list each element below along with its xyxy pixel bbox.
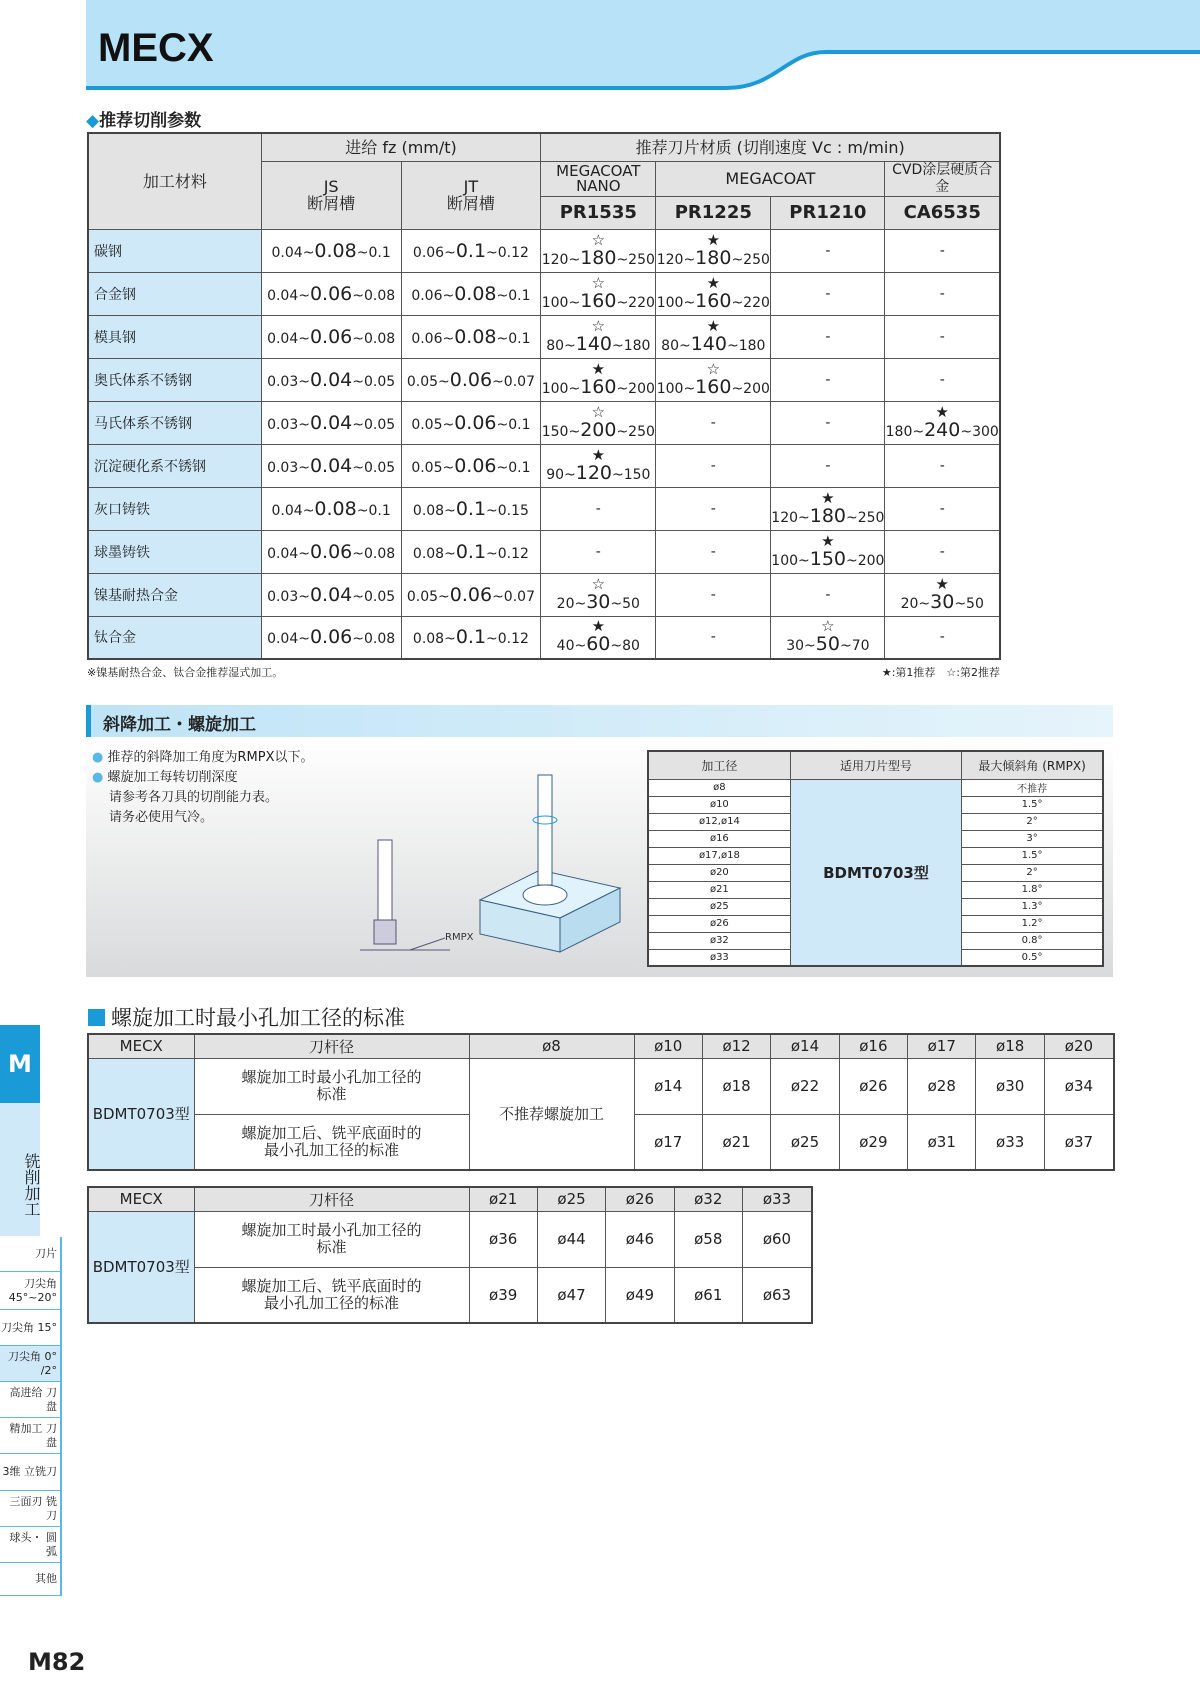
feed-jt: 0.06~0.08~0.1 xyxy=(401,272,541,315)
feed-jt: 0.05~0.06~0.07 xyxy=(401,358,541,401)
min-hole-table-2 xyxy=(87,1186,813,1324)
feed-js: 0.04~0.06~0.08 xyxy=(261,530,401,573)
max-ramp-angle: 不推荐 xyxy=(962,779,1103,796)
cutting-speed-cell: - xyxy=(656,444,771,487)
header-shank: 刀杆径 xyxy=(194,1187,469,1211)
page-title: MECX xyxy=(98,26,214,70)
star-filled-icon: ★ xyxy=(935,574,949,593)
cutting-speed-cell: ★ 100~160~220 xyxy=(656,272,771,315)
min-hole-diameter: ø17 xyxy=(634,1114,702,1170)
star-filled-icon: ★ xyxy=(706,230,721,249)
table-row xyxy=(88,573,1000,616)
star-filled-icon: ★ xyxy=(821,531,835,550)
star-filled-icon: ★ xyxy=(591,445,606,464)
header-mecx: MECX xyxy=(88,1187,194,1211)
star-filled-icon: ★ xyxy=(706,273,721,292)
max-ramp-angle: 1.5° xyxy=(962,847,1103,864)
header-insert: 适用刀片型号 xyxy=(790,751,961,779)
cutting-speed-cell: - xyxy=(541,530,656,573)
sidebar-item[interactable]: 高进给 刀盘 xyxy=(0,1382,62,1418)
header-cvd: CVD涂层硬质合金 xyxy=(885,161,1000,196)
not-recommended: 不推荐螺旋加工 xyxy=(469,1058,634,1170)
max-ramp-angle: 1.5° xyxy=(962,796,1103,813)
title-banner xyxy=(86,0,1200,92)
ramping-helical-illustration xyxy=(350,770,630,970)
feed-js: 0.04~0.06~0.08 xyxy=(261,272,401,315)
diameter: ø25 xyxy=(648,898,790,915)
cutting-speed-cell: ☆ 100~160~200 xyxy=(656,358,771,401)
cutting-speed-cell: - xyxy=(541,487,656,530)
header-diameter: ø26 xyxy=(606,1187,674,1211)
cutting-speed-cell: - xyxy=(656,401,771,444)
row-label: 螺旋加工时最小孔加工径的标准 xyxy=(194,1211,469,1267)
min-hole-diameter: ø49 xyxy=(606,1267,674,1323)
header-d8: ø8 xyxy=(469,1034,634,1058)
min-hole-diameter: ø34 xyxy=(1044,1058,1114,1114)
header-feed: 进给 fz (mm/t) xyxy=(261,133,541,161)
min-hole-diameter: ø39 xyxy=(469,1267,537,1323)
cutting-speed-cell: ★ 100~160~200 xyxy=(541,358,656,401)
min-hole-table-1 xyxy=(87,1033,1115,1171)
star-outline-icon: ☆ xyxy=(821,617,835,636)
cutting-speed-cell: - xyxy=(885,616,1000,659)
min-hole-diameter: ø61 xyxy=(674,1267,742,1323)
cutting-speed-cell: ☆ 30~50~70 xyxy=(771,616,885,659)
row-label: 螺旋加工后、铣平底面时的最小孔加工径的标准 xyxy=(194,1267,469,1323)
header-rmpx: 最大倾斜角 (RMPX) xyxy=(962,751,1103,779)
header-jt: JT 断屑槽 xyxy=(401,161,541,229)
header-nano: MEGACOAT NANO xyxy=(541,161,656,196)
material-name: 镍基耐热合金 xyxy=(88,573,261,616)
max-ramp-angle: 1.2° xyxy=(962,915,1103,932)
header-mecx: MECX xyxy=(88,1034,194,1058)
insert-model: BDMT0703型 xyxy=(790,779,961,966)
cutting-speed-cell: - xyxy=(771,444,885,487)
header-row xyxy=(88,1187,812,1211)
material-name: 灰口铸铁 xyxy=(88,487,261,530)
row-label: 螺旋加工后、铣平底面时的最小孔加工径的标准 xyxy=(194,1114,469,1170)
feed-js: 0.03~0.04~0.05 xyxy=(261,573,401,616)
star-filled-icon: ★ xyxy=(935,402,949,421)
cutting-speed-cell: - xyxy=(771,401,885,444)
table-row xyxy=(88,1267,812,1323)
table-row xyxy=(88,229,1000,272)
cutting-speed-cell: - xyxy=(771,573,885,616)
min-hole-diameter: ø60 xyxy=(742,1211,812,1267)
sidebar-item[interactable]: 刀片 xyxy=(0,1237,62,1272)
min-hole-diameter: ø33 xyxy=(976,1114,1044,1170)
header-diameter: ø18 xyxy=(976,1034,1044,1058)
min-hole-diameter: ø28 xyxy=(908,1058,976,1114)
feed-jt: 0.06~0.1~0.12 xyxy=(401,229,541,272)
diameter: ø20 xyxy=(648,864,790,881)
star-outline-icon: ☆ xyxy=(591,273,606,292)
feed-jt: 0.08~0.1~0.12 xyxy=(401,616,541,659)
diameter: ø33 xyxy=(648,949,790,966)
feed-js: 0.03~0.04~0.05 xyxy=(261,444,401,487)
star-filled-icon: ★ xyxy=(591,617,606,636)
min-hole-diameter: ø30 xyxy=(976,1058,1044,1114)
header-grade: 推荐刀片材质 (切削速度 Vc : m/min) xyxy=(541,133,1000,161)
star-outline-icon: ☆ xyxy=(591,316,606,335)
max-ramp-angle: 3° xyxy=(962,830,1103,847)
cutting-speed-cell: ★ 100~150~200 xyxy=(771,530,885,573)
cutting-speed-cell: - xyxy=(885,229,1000,272)
star-filled-icon: ★ xyxy=(706,316,721,335)
cutting-speed-cell: - xyxy=(885,444,1000,487)
diameter: ø26 xyxy=(648,915,790,932)
header-diameter: ø17 xyxy=(908,1034,976,1058)
diameter: ø12,ø14 xyxy=(648,813,790,830)
cutting-params-table xyxy=(87,132,1001,660)
cutting-speed-cell: - xyxy=(771,272,885,315)
min-hole-diameter: ø31 xyxy=(908,1114,976,1170)
header-pr1535: PR1535 xyxy=(541,196,656,229)
header-js: JS 断屑槽 xyxy=(261,161,401,229)
min-hole-diameter: ø29 xyxy=(839,1114,907,1170)
sidebar-item[interactable]: 3维 立铣刀 xyxy=(0,1454,62,1491)
feed-js: 0.04~0.06~0.08 xyxy=(261,315,401,358)
header-diameter: ø20 xyxy=(1044,1034,1114,1058)
feed-js: 0.04~0.06~0.08 xyxy=(261,616,401,659)
cutting-speed-cell: - xyxy=(771,358,885,401)
material-name: 碳钢 xyxy=(88,229,261,272)
square-icon xyxy=(88,1009,105,1026)
header-material: 加工材料 xyxy=(88,133,261,229)
star-outline-icon: ☆ xyxy=(591,402,606,421)
material-name: 沉淀硬化系不锈钢 xyxy=(88,444,261,487)
feed-jt: 0.05~0.06~0.1 xyxy=(401,444,541,487)
feed-js: 0.04~0.08~0.1 xyxy=(261,229,401,272)
cutting-speed-cell: ★ 80~140~180 xyxy=(656,315,771,358)
header-diameter: ø14 xyxy=(771,1034,839,1058)
cutting-speed-cell: ★ 20~30~50 xyxy=(885,573,1000,616)
min-hole-diameter: ø46 xyxy=(606,1211,674,1267)
cutting-speed-cell: ☆ 120~180~250 xyxy=(541,229,656,272)
cutting-speed-cell: - xyxy=(885,487,1000,530)
feed-jt: 0.06~0.08~0.1 xyxy=(401,315,541,358)
min-hole-diameter: ø44 xyxy=(537,1211,605,1267)
sidebar-item[interactable]: 球头・ 圆弧 xyxy=(0,1527,62,1563)
cutting-speed-cell: ★ 120~180~250 xyxy=(656,229,771,272)
max-ramp-angle: 1.3° xyxy=(962,898,1103,915)
sidebar-item[interactable]: 刀尖角 45°~20° xyxy=(0,1272,62,1310)
footnote: ※镍基耐热合金、钛合金推荐湿式加工。 xyxy=(87,666,284,679)
feed-js: 0.03~0.04~0.05 xyxy=(261,358,401,401)
material-name: 马氏体系不锈钢 xyxy=(88,401,261,444)
star-outline-icon: ☆ xyxy=(591,230,606,249)
cutting-speed-cell: ★ 180~240~300 xyxy=(885,401,1000,444)
max-ramp-angle: 2° xyxy=(962,864,1103,881)
table-row xyxy=(88,272,1000,315)
diameter: ø32 xyxy=(648,932,790,949)
header-shank: 刀杆径 xyxy=(194,1034,469,1058)
min-hole-diameter: ø25 xyxy=(771,1114,839,1170)
material-name: 合金钢 xyxy=(88,272,261,315)
cutting-speed-cell: - xyxy=(771,229,885,272)
diameter: ø8 xyxy=(648,779,790,796)
cutting-speed-cell: - xyxy=(656,616,771,659)
cutting-speed-cell: ☆ 150~200~250 xyxy=(541,401,656,444)
table-row xyxy=(88,315,1000,358)
section-heading-ramping: 斜降加工・螺旋加工 xyxy=(86,705,1113,737)
cutting-speed-cell: ☆ 100~160~220 xyxy=(541,272,656,315)
table-row xyxy=(88,444,1000,487)
header-diameter: ø32 xyxy=(674,1187,742,1211)
header-row xyxy=(88,1034,1114,1058)
max-ramp-angle: 2° xyxy=(962,813,1103,830)
table-row xyxy=(88,1211,812,1267)
cutting-speed-cell: - xyxy=(656,573,771,616)
insert-model: BDMT0703型 xyxy=(88,1058,194,1170)
feed-js: 0.03~0.04~0.05 xyxy=(261,401,401,444)
feed-jt: 0.05~0.06~0.07 xyxy=(401,573,541,616)
header-pr1210: PR1210 xyxy=(771,196,885,229)
cutting-speed-cell: ★ 40~60~80 xyxy=(541,616,656,659)
min-hole-diameter: ø36 xyxy=(469,1211,537,1267)
sidebar-item[interactable]: 刀尖角 0° /2° xyxy=(0,1346,62,1382)
star-outline-icon: ☆ xyxy=(591,574,606,593)
feed-jt: 0.08~0.1~0.15 xyxy=(401,487,541,530)
cutting-speed-cell: ☆ 20~30~50 xyxy=(541,573,656,616)
star-filled-icon: ★ xyxy=(591,359,606,378)
table-row xyxy=(88,358,1000,401)
row-label: 螺旋加工时最小孔加工径的标准 xyxy=(194,1058,469,1114)
material-name: 球墨铸铁 xyxy=(88,530,261,573)
sidebar-item[interactable]: 三面刃 铣刀 xyxy=(0,1491,62,1527)
table-row xyxy=(88,530,1000,573)
header-diameter: ø12 xyxy=(702,1034,770,1058)
max-ramp-angle: 1.8° xyxy=(962,881,1103,898)
diameter: ø17,ø18 xyxy=(648,847,790,864)
cutting-speed-cell: ★ 90~120~150 xyxy=(541,444,656,487)
sidebar-item[interactable]: 精加工 刀盘 xyxy=(0,1418,62,1454)
header-diameter: ø25 xyxy=(537,1187,605,1211)
page-number: M82 xyxy=(28,1648,86,1676)
min-hole-diameter: ø63 xyxy=(742,1267,812,1323)
diameter: ø16 xyxy=(648,830,790,847)
min-hole-diameter: ø47 xyxy=(537,1267,605,1323)
min-hole-diameter: ø22 xyxy=(771,1058,839,1114)
cutting-speed-cell: - xyxy=(885,530,1000,573)
material-name: 钛合金 xyxy=(88,616,261,659)
sidebar-item[interactable]: 其他 xyxy=(0,1563,62,1596)
feed-jt: 0.05~0.06~0.1 xyxy=(401,401,541,444)
feed-js: 0.04~0.08~0.1 xyxy=(261,487,401,530)
section-heading-min-hole: 螺旋加工时最小孔加工径的标准 xyxy=(88,1002,405,1032)
sidebar-item[interactable]: 刀尖角 15° xyxy=(0,1310,62,1346)
header-diameter: ø33 xyxy=(742,1187,812,1211)
cutting-speed-cell: ☆ 80~140~180 xyxy=(541,315,656,358)
section-heading-cutting-params: ◆推荐切削参数 xyxy=(86,111,202,131)
table-row xyxy=(88,1058,1114,1114)
cutting-speed-cell: - xyxy=(656,487,771,530)
diamond-icon: ◆ xyxy=(86,111,100,131)
svg-text:RMPX: RMPX xyxy=(445,932,474,943)
cutting-speed-cell: - xyxy=(885,315,1000,358)
min-hole-diameter: ø18 xyxy=(702,1058,770,1114)
ramping-angle-table xyxy=(647,750,1104,967)
table-row xyxy=(88,401,1000,444)
cutting-speed-cell: - xyxy=(885,272,1000,315)
max-ramp-angle: 0.8° xyxy=(962,932,1103,949)
cutting-speed-cell: - xyxy=(771,315,885,358)
cutting-speed-cell: ★ 120~180~250 xyxy=(771,487,885,530)
min-hole-diameter: ø26 xyxy=(839,1058,907,1114)
header-diameter: 加工径 xyxy=(648,751,790,779)
sidebar-tab-m[interactable]: M xyxy=(0,1025,40,1103)
min-hole-diameter: ø21 xyxy=(702,1114,770,1170)
diameter: ø21 xyxy=(648,881,790,898)
table-row xyxy=(88,487,1000,530)
star-outline-icon: ☆ xyxy=(706,359,721,378)
table-row xyxy=(648,779,1103,796)
header-diameter: ø10 xyxy=(634,1034,702,1058)
insert-model: BDMT0703型 xyxy=(88,1211,194,1323)
sidebar-category: 铣削加工 xyxy=(0,1103,40,1236)
material-name: 模具钢 xyxy=(88,315,261,358)
header-diameter: ø16 xyxy=(839,1034,907,1058)
min-hole-diameter: ø58 xyxy=(674,1211,742,1267)
cutting-speed-cell: - xyxy=(885,358,1000,401)
diameter: ø10 xyxy=(648,796,790,813)
header-diameter: ø21 xyxy=(469,1187,537,1211)
header-megacoat: MEGACOAT xyxy=(656,161,885,196)
ramping-notes: ● 推荐的斜降加工角度为RMPX以下。 ● 螺旋加工每转切削深度 请参考各刀具的切削能力表。 请务必使用气冷。 xyxy=(92,750,314,825)
feed-jt: 0.08~0.1~0.12 xyxy=(401,530,541,573)
header-ca6535: CA6535 xyxy=(885,196,1000,229)
legend-note: ★:第1推荐 ☆:第2推荐 xyxy=(881,666,1000,679)
star-filled-icon: ★ xyxy=(821,488,835,507)
cutting-speed-cell: - xyxy=(656,530,771,573)
min-hole-diameter: ø37 xyxy=(1044,1114,1114,1170)
max-ramp-angle: 0.5° xyxy=(962,949,1103,966)
material-name: 奥氏体系不锈钢 xyxy=(88,358,261,401)
table-row xyxy=(88,616,1000,659)
min-hole-diameter: ø14 xyxy=(634,1058,702,1114)
header-pr1225: PR1225 xyxy=(656,196,771,229)
